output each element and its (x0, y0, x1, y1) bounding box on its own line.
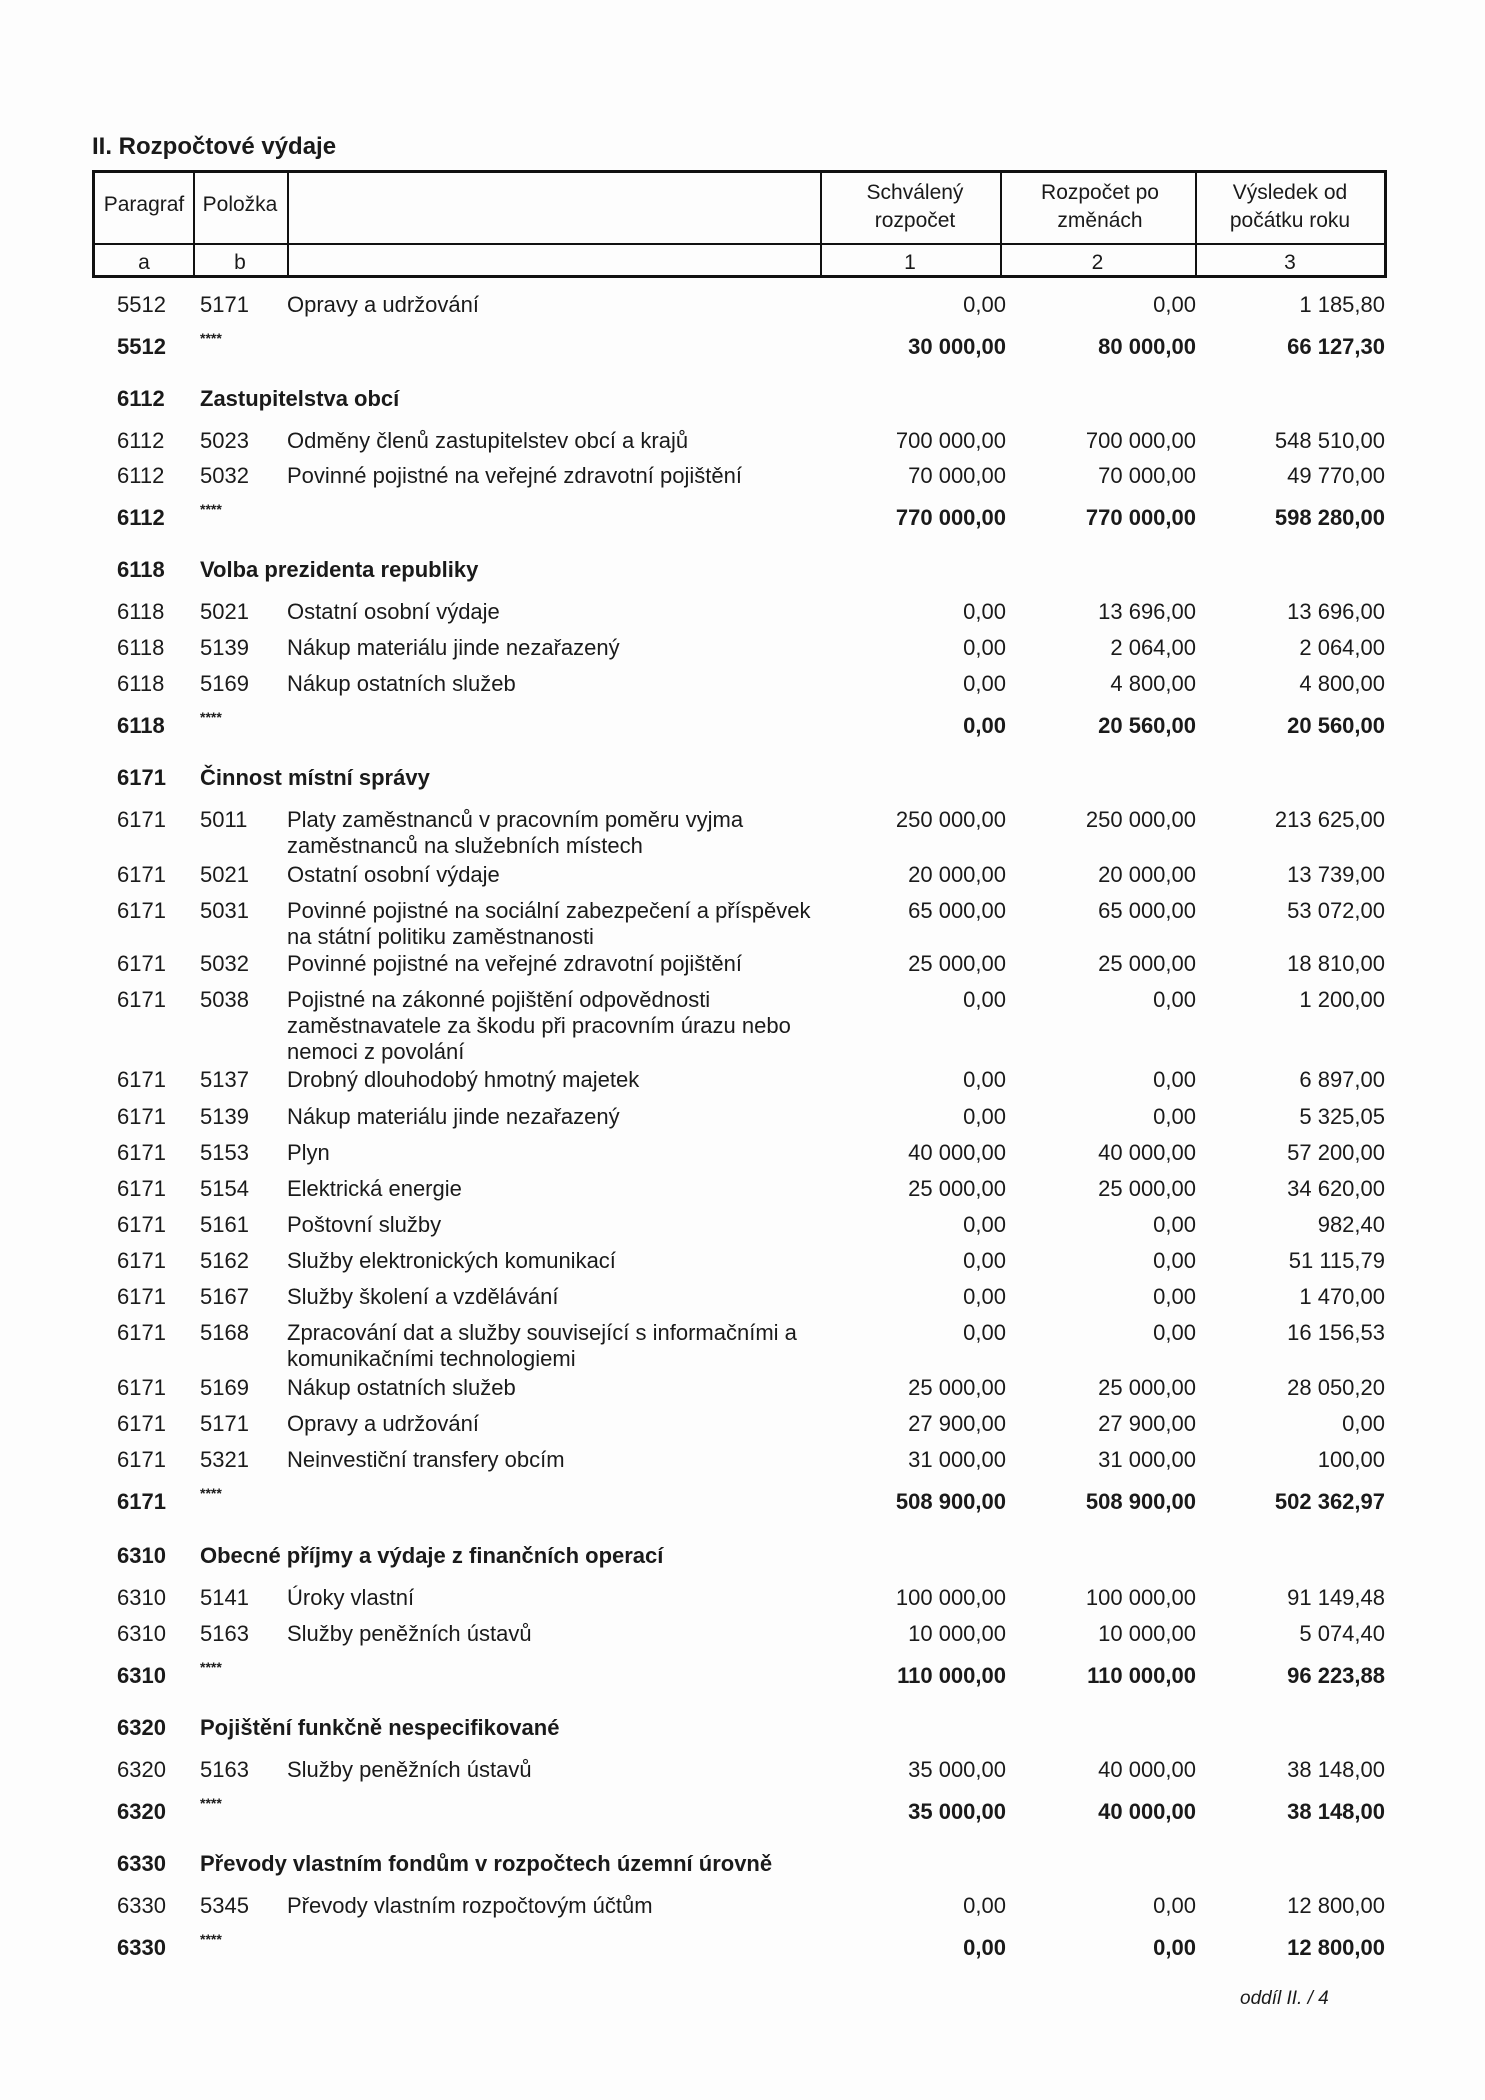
cell-polozka: 5038 (200, 987, 249, 1012)
cell-description: Drobný dlouhodobý hmotný majetek (287, 1067, 640, 1092)
header-col-3: 3 (1284, 251, 1296, 274)
cell-polozka: 5137 (200, 1067, 249, 1092)
cell-paragraf: 6118 (117, 671, 165, 696)
cell-paragraf: 6330 (117, 1935, 166, 1960)
cell-description: Nákup materiálu jinde nezařazený (287, 635, 620, 660)
cell-polozka: 5163 (200, 1621, 249, 1646)
cell-schvaleny: 0,00 (963, 987, 1006, 1012)
cell-paragraf: 6112 (117, 386, 165, 411)
cell-rozpocet: 25 000,00 (1098, 1176, 1196, 1201)
cell-rozpocet: 70 000,00 (1098, 463, 1196, 488)
cell-paragraf: 6171 (117, 1104, 166, 1129)
cell-description: Úroky vlastní (287, 1585, 415, 1610)
cell-paragraf: 6171 (117, 1212, 166, 1237)
cell-polozka: 5021 (200, 862, 249, 887)
cell-vysledek: 548 510,00 (1274, 428, 1385, 453)
cell-polozka: 5032 (200, 463, 249, 488)
cell-description: Neinvestiční transfery obcím (287, 1447, 565, 1472)
cell-description: Nákup ostatních služeb (287, 671, 516, 696)
cell-vysledek: 213 625,00 (1274, 807, 1385, 832)
cell-rozpocet: 0,00 (1153, 987, 1196, 1012)
cell-schvaleny: 27 900,00 (908, 1411, 1006, 1436)
header-schvaleny: Schválený rozpočet (866, 181, 964, 232)
cell-polozka: **** (200, 501, 222, 517)
cell-vysledek: 1 470,00 (1299, 1284, 1385, 1309)
header-col-divider (287, 173, 289, 275)
cell-vysledek: 12 800,00 (1287, 1893, 1385, 1918)
cell-paragraf: 6171 (117, 1447, 166, 1472)
cell-vysledek: 6 897,00 (1299, 1067, 1385, 1092)
cell-rozpocet: 2 064,00 (1110, 635, 1196, 660)
cell-rozpocet: 0,00 (1153, 1067, 1196, 1092)
cell-paragraf: 6320 (117, 1757, 166, 1782)
cell-description: Nákup ostatních služeb (287, 1375, 516, 1400)
cell-rozpocet: 80 000,00 (1098, 334, 1196, 359)
cell-polozka: **** (200, 1659, 222, 1675)
cell-rozpocet: 40 000,00 (1098, 1757, 1196, 1782)
header-polozka: Položka (202, 193, 278, 216)
cell-rozpocet: 13 696,00 (1098, 599, 1196, 624)
cell-polozka: **** (200, 709, 222, 725)
cell-description: Opravy a udržování (287, 292, 479, 317)
cell-paragraf: 6310 (117, 1543, 166, 1568)
cell-paragraf: 6171 (117, 1248, 166, 1273)
cell-paragraf: 6171 (117, 898, 166, 923)
cell-rozpocet: 25 000,00 (1098, 1375, 1196, 1400)
cell-paragraf: 6330 (117, 1893, 166, 1918)
cell-rozpocet: 0,00 (1153, 1284, 1196, 1309)
cell-polozka: 5141 (200, 1585, 249, 1610)
cell-vysledek: 5 074,40 (1299, 1621, 1385, 1646)
cell-paragraf: 6171 (117, 1489, 166, 1514)
cell-schvaleny: 0,00 (963, 1893, 1006, 1918)
cell-description: Plyn (287, 1140, 330, 1165)
cell-schvaleny: 0,00 (963, 1935, 1006, 1960)
cell-description: Zpracování dat a služby související s informačními a komunikačními technologiemi (287, 1320, 797, 1371)
cell-rozpocet: 100 000,00 (1085, 1585, 1196, 1610)
cell-vysledek: 66 127,30 (1287, 334, 1385, 359)
cell-vysledek: 91 149,48 (1287, 1585, 1385, 1610)
cell-paragraf: 6118 (117, 599, 165, 624)
cell-rozpocet: 110 000,00 (1087, 1663, 1196, 1688)
cell-schvaleny: 508 900,00 (895, 1489, 1006, 1514)
cell-paragraf: 6171 (117, 862, 166, 887)
cell-rozpocet: 25 000,00 (1098, 951, 1196, 976)
cell-rozpocet: 20 000,00 (1098, 862, 1196, 887)
cell-paragraf: 6171 (117, 807, 166, 832)
cell-paragraf: 6330 (117, 1851, 166, 1876)
cell-schvaleny: 25 000,00 (908, 1375, 1006, 1400)
cell-rozpocet: 0,00 (1153, 1320, 1196, 1345)
cell-schvaleny: 100 000,00 (895, 1585, 1006, 1610)
cell-polozka: **** (200, 1795, 222, 1811)
cell-paragraf: 6171 (117, 951, 166, 976)
cell-vysledek: 2 064,00 (1299, 635, 1385, 660)
cell-vysledek: 13 696,00 (1287, 599, 1385, 624)
cell-description: Elektrická energie (287, 1176, 462, 1201)
cell-rozpocet: 10 000,00 (1098, 1621, 1196, 1646)
cell-polozka: 5032 (200, 951, 249, 976)
cell-paragraf: 5512 (117, 334, 166, 359)
cell-vysledek: 18 810,00 (1287, 951, 1385, 976)
cell-schvaleny: 0,00 (963, 635, 1006, 660)
cell-paragraf: 6171 (117, 1176, 166, 1201)
cell-schvaleny: 0,00 (963, 1320, 1006, 1345)
cell-description: Služby peněžních ústavů (287, 1757, 532, 1782)
cell-rozpocet: 770 000,00 (1085, 505, 1196, 530)
cell-polozka: 5021 (200, 599, 249, 624)
cell-description: Nákup materiálu jinde nezařazený (287, 1104, 620, 1129)
cell-paragraf: 6171 (117, 1375, 166, 1400)
cell-schvaleny: 0,00 (963, 671, 1006, 696)
cell-paragraf: 6118 (117, 713, 165, 738)
cell-paragraf: 6310 (117, 1663, 166, 1688)
cell-vysledek: 49 770,00 (1287, 463, 1385, 488)
cell-polozka: **** (200, 1485, 222, 1501)
header-col-2: 2 (1091, 251, 1104, 274)
cell-vysledek: 12 800,00 (1287, 1935, 1385, 1960)
cell-description: Pojistné na zákonné pojištění odpovědnosti zaměstnavatele za škodu při pracovním úrazu nebo nemoci z povolání (287, 987, 791, 1064)
cell-schvaleny: 20 000,00 (908, 862, 1006, 887)
cell-rozpocet: 0,00 (1153, 292, 1196, 317)
cell-description: Ostatní osobní výdaje (287, 862, 500, 887)
cell-section-title: Zastupitelstva obcí (200, 386, 400, 411)
cell-schvaleny: 0,00 (963, 292, 1006, 317)
cell-vysledek: 16 156,53 (1287, 1320, 1385, 1345)
cell-schvaleny: 770 000,00 (895, 505, 1006, 530)
cell-paragraf: 6310 (117, 1585, 166, 1610)
cell-polozka: **** (200, 330, 222, 346)
cell-vysledek: 34 620,00 (1287, 1176, 1385, 1201)
cell-rozpocet: 40 000,00 (1098, 1140, 1196, 1165)
cell-section-title: Činnost místní správy (200, 765, 430, 790)
cell-vysledek: 96 223,88 (1287, 1663, 1385, 1688)
cell-polozka: 5163 (200, 1757, 249, 1782)
cell-schvaleny: 35 000,00 (908, 1757, 1006, 1782)
cell-section-title: Obecné příjmy a výdaje z finančních operací (200, 1543, 664, 1568)
cell-polozka: 5153 (200, 1140, 249, 1165)
cell-polozka: 5171 (200, 1411, 249, 1436)
cell-polozka: 5169 (200, 1375, 249, 1400)
cell-paragraf: 6112 (117, 428, 165, 453)
cell-schvaleny: 25 000,00 (908, 951, 1006, 976)
cell-polozka: 5167 (200, 1284, 249, 1309)
cell-polozka: 5031 (200, 898, 249, 923)
cell-paragraf: 6171 (117, 1411, 166, 1436)
cell-paragraf: 6320 (117, 1799, 166, 1824)
cell-polozka: 5139 (200, 635, 249, 660)
cell-polozka: 5139 (200, 1104, 249, 1129)
cell-schvaleny: 0,00 (963, 1212, 1006, 1237)
cell-schvaleny: 0,00 (963, 599, 1006, 624)
cell-description: Převody vlastním rozpočtovým účtům (287, 1893, 653, 1918)
header-col-1: 1 (904, 251, 916, 274)
cell-schvaleny: 25 000,00 (908, 1176, 1006, 1201)
header-paragraf: Paragraf (103, 193, 185, 216)
cell-schvaleny: 0,00 (963, 1067, 1006, 1092)
header-rozpocet: Rozpočet po změnách (1041, 181, 1159, 232)
cell-description: Ostatní osobní výdaje (287, 599, 500, 624)
cell-schvaleny: 31 000,00 (908, 1447, 1006, 1472)
cell-schvaleny: 0,00 (963, 1248, 1006, 1273)
cell-description: Služby elektronických komunikací (287, 1248, 616, 1273)
cell-paragraf: 6118 (117, 635, 165, 660)
cell-rozpocet: 0,00 (1153, 1893, 1196, 1918)
table-header (92, 170, 1387, 278)
cell-section-title: Volba prezidenta republiky (200, 557, 479, 582)
cell-vysledek: 51 115,79 (1288, 1248, 1385, 1273)
cell-polozka: **** (200, 1931, 222, 1947)
cell-polozka: 5321 (200, 1447, 249, 1472)
header-vysledek: Výsledek od počátku roku (1229, 181, 1351, 232)
cell-vysledek: 53 072,00 (1287, 898, 1385, 923)
cell-description: Povinné pojistné na veřejné zdravotní pojištění (287, 951, 742, 976)
cell-polozka: 5162 (200, 1248, 249, 1273)
cell-paragraf: 6112 (117, 463, 165, 488)
cell-paragraf: 6171 (117, 987, 166, 1012)
cell-rozpocet: 65 000,00 (1098, 898, 1196, 923)
cell-polozka: 5023 (200, 428, 249, 453)
cell-description: Opravy a udržování (287, 1411, 479, 1436)
cell-paragraf: 6171 (117, 765, 166, 790)
cell-paragraf: 6118 (117, 557, 165, 582)
cell-rozpocet: 0,00 (1153, 1935, 1196, 1960)
cell-vysledek: 1 185,80 (1299, 292, 1385, 317)
cell-polozka: 5171 (200, 292, 249, 317)
cell-schvaleny: 700 000,00 (895, 428, 1006, 453)
cell-paragraf: 6310 (117, 1621, 166, 1646)
cell-vysledek: 28 050,20 (1287, 1375, 1385, 1400)
cell-description: Povinné pojistné na veřejné zdravotní pojištění (287, 463, 742, 488)
cell-rozpocet: 27 900,00 (1098, 1411, 1196, 1436)
cell-rozpocet: 4 800,00 (1110, 671, 1196, 696)
cell-description: Platy zaměstnanců v pracovním poměru vyjma zaměstnanců na služebních místech (287, 807, 744, 858)
cell-section-title: Převody vlastním fondům v rozpočtech územní úrovně (200, 1851, 773, 1876)
cell-polozka: 5154 (200, 1176, 249, 1201)
cell-schvaleny: 250 000,00 (895, 807, 1006, 832)
cell-paragraf: 6320 (117, 1715, 166, 1740)
cell-vysledek: 1 200,00 (1299, 987, 1385, 1012)
cell-paragraf: 6171 (117, 1067, 166, 1092)
cell-rozpocet: 31 000,00 (1098, 1447, 1196, 1472)
cell-vysledek: 13 739,00 (1287, 862, 1385, 887)
cell-polozka: 5168 (200, 1320, 249, 1345)
cell-description: Služby školení a vzdělávání (287, 1284, 559, 1309)
cell-vysledek: 4 800,00 (1299, 671, 1385, 696)
cell-description: Povinné pojistné na sociální zabezpečení a příspěvek na státní politiku zaměstnanosti (287, 898, 811, 949)
cell-vysledek: 0,00 (1342, 1411, 1385, 1436)
cell-vysledek: 598 280,00 (1274, 505, 1385, 530)
cell-rozpocet: 508 900,00 (1085, 1489, 1196, 1514)
cell-rozpocet: 700 000,00 (1085, 428, 1196, 453)
cell-polozka: 5169 (200, 671, 249, 696)
cell-description: Služby peněžních ústavů (287, 1621, 532, 1646)
cell-schvaleny: 0,00 (963, 713, 1006, 738)
cell-rozpocet: 250 000,00 (1085, 807, 1196, 832)
cell-rozpocet: 20 560,00 (1098, 713, 1196, 738)
cell-schvaleny: 110 000,00 (897, 1663, 1006, 1688)
cell-paragraf: 6171 (117, 1320, 166, 1345)
cell-schvaleny: 40 000,00 (908, 1140, 1006, 1165)
cell-polozka: 5345 (200, 1893, 249, 1918)
cell-description: Poštovní služby (287, 1212, 442, 1237)
cell-vysledek: 982,40 (1317, 1212, 1385, 1237)
cell-rozpocet: 0,00 (1153, 1212, 1196, 1237)
header-col-b: b (234, 251, 246, 274)
cell-rozpocet: 40 000,00 (1098, 1799, 1196, 1824)
cell-vysledek: 57 200,00 (1287, 1140, 1385, 1165)
cell-paragraf: 6112 (117, 505, 165, 530)
cell-vysledek: 100,00 (1317, 1447, 1385, 1472)
cell-section-title: Pojištění funkčně nespecifikované (200, 1715, 560, 1740)
cell-schvaleny: 0,00 (963, 1284, 1006, 1309)
cell-polozka: 5161 (200, 1212, 249, 1237)
page-footer: oddíl II. / 4 (1240, 1988, 1329, 2009)
page-title: II. Rozpočtové výdaje (92, 133, 337, 160)
cell-vysledek: 20 560,00 (1287, 713, 1385, 738)
cell-rozpocet: 0,00 (1153, 1104, 1196, 1129)
cell-paragraf: 6171 (117, 1140, 166, 1165)
cell-paragraf: 6171 (117, 1284, 166, 1309)
cell-schvaleny: 70 000,00 (908, 463, 1006, 488)
cell-polozka: 5011 (200, 807, 248, 832)
cell-vysledek: 38 148,00 (1287, 1757, 1385, 1782)
cell-schvaleny: 35 000,00 (908, 1799, 1006, 1824)
cell-vysledek: 38 148,00 (1287, 1799, 1385, 1824)
cell-vysledek: 5 325,05 (1299, 1104, 1385, 1129)
cell-rozpocet: 0,00 (1153, 1248, 1196, 1273)
cell-vysledek: 502 362,97 (1274, 1489, 1385, 1514)
cell-schvaleny: 65 000,00 (908, 898, 1006, 923)
cell-schvaleny: 30 000,00 (908, 334, 1006, 359)
cell-paragraf: 5512 (117, 292, 166, 317)
cell-schvaleny: 0,00 (963, 1104, 1006, 1129)
cell-schvaleny: 10 000,00 (908, 1621, 1006, 1646)
cell-description: Odměny členů zastupitelstev obcí a krajů (287, 428, 689, 453)
header-col-a: a (138, 251, 150, 274)
